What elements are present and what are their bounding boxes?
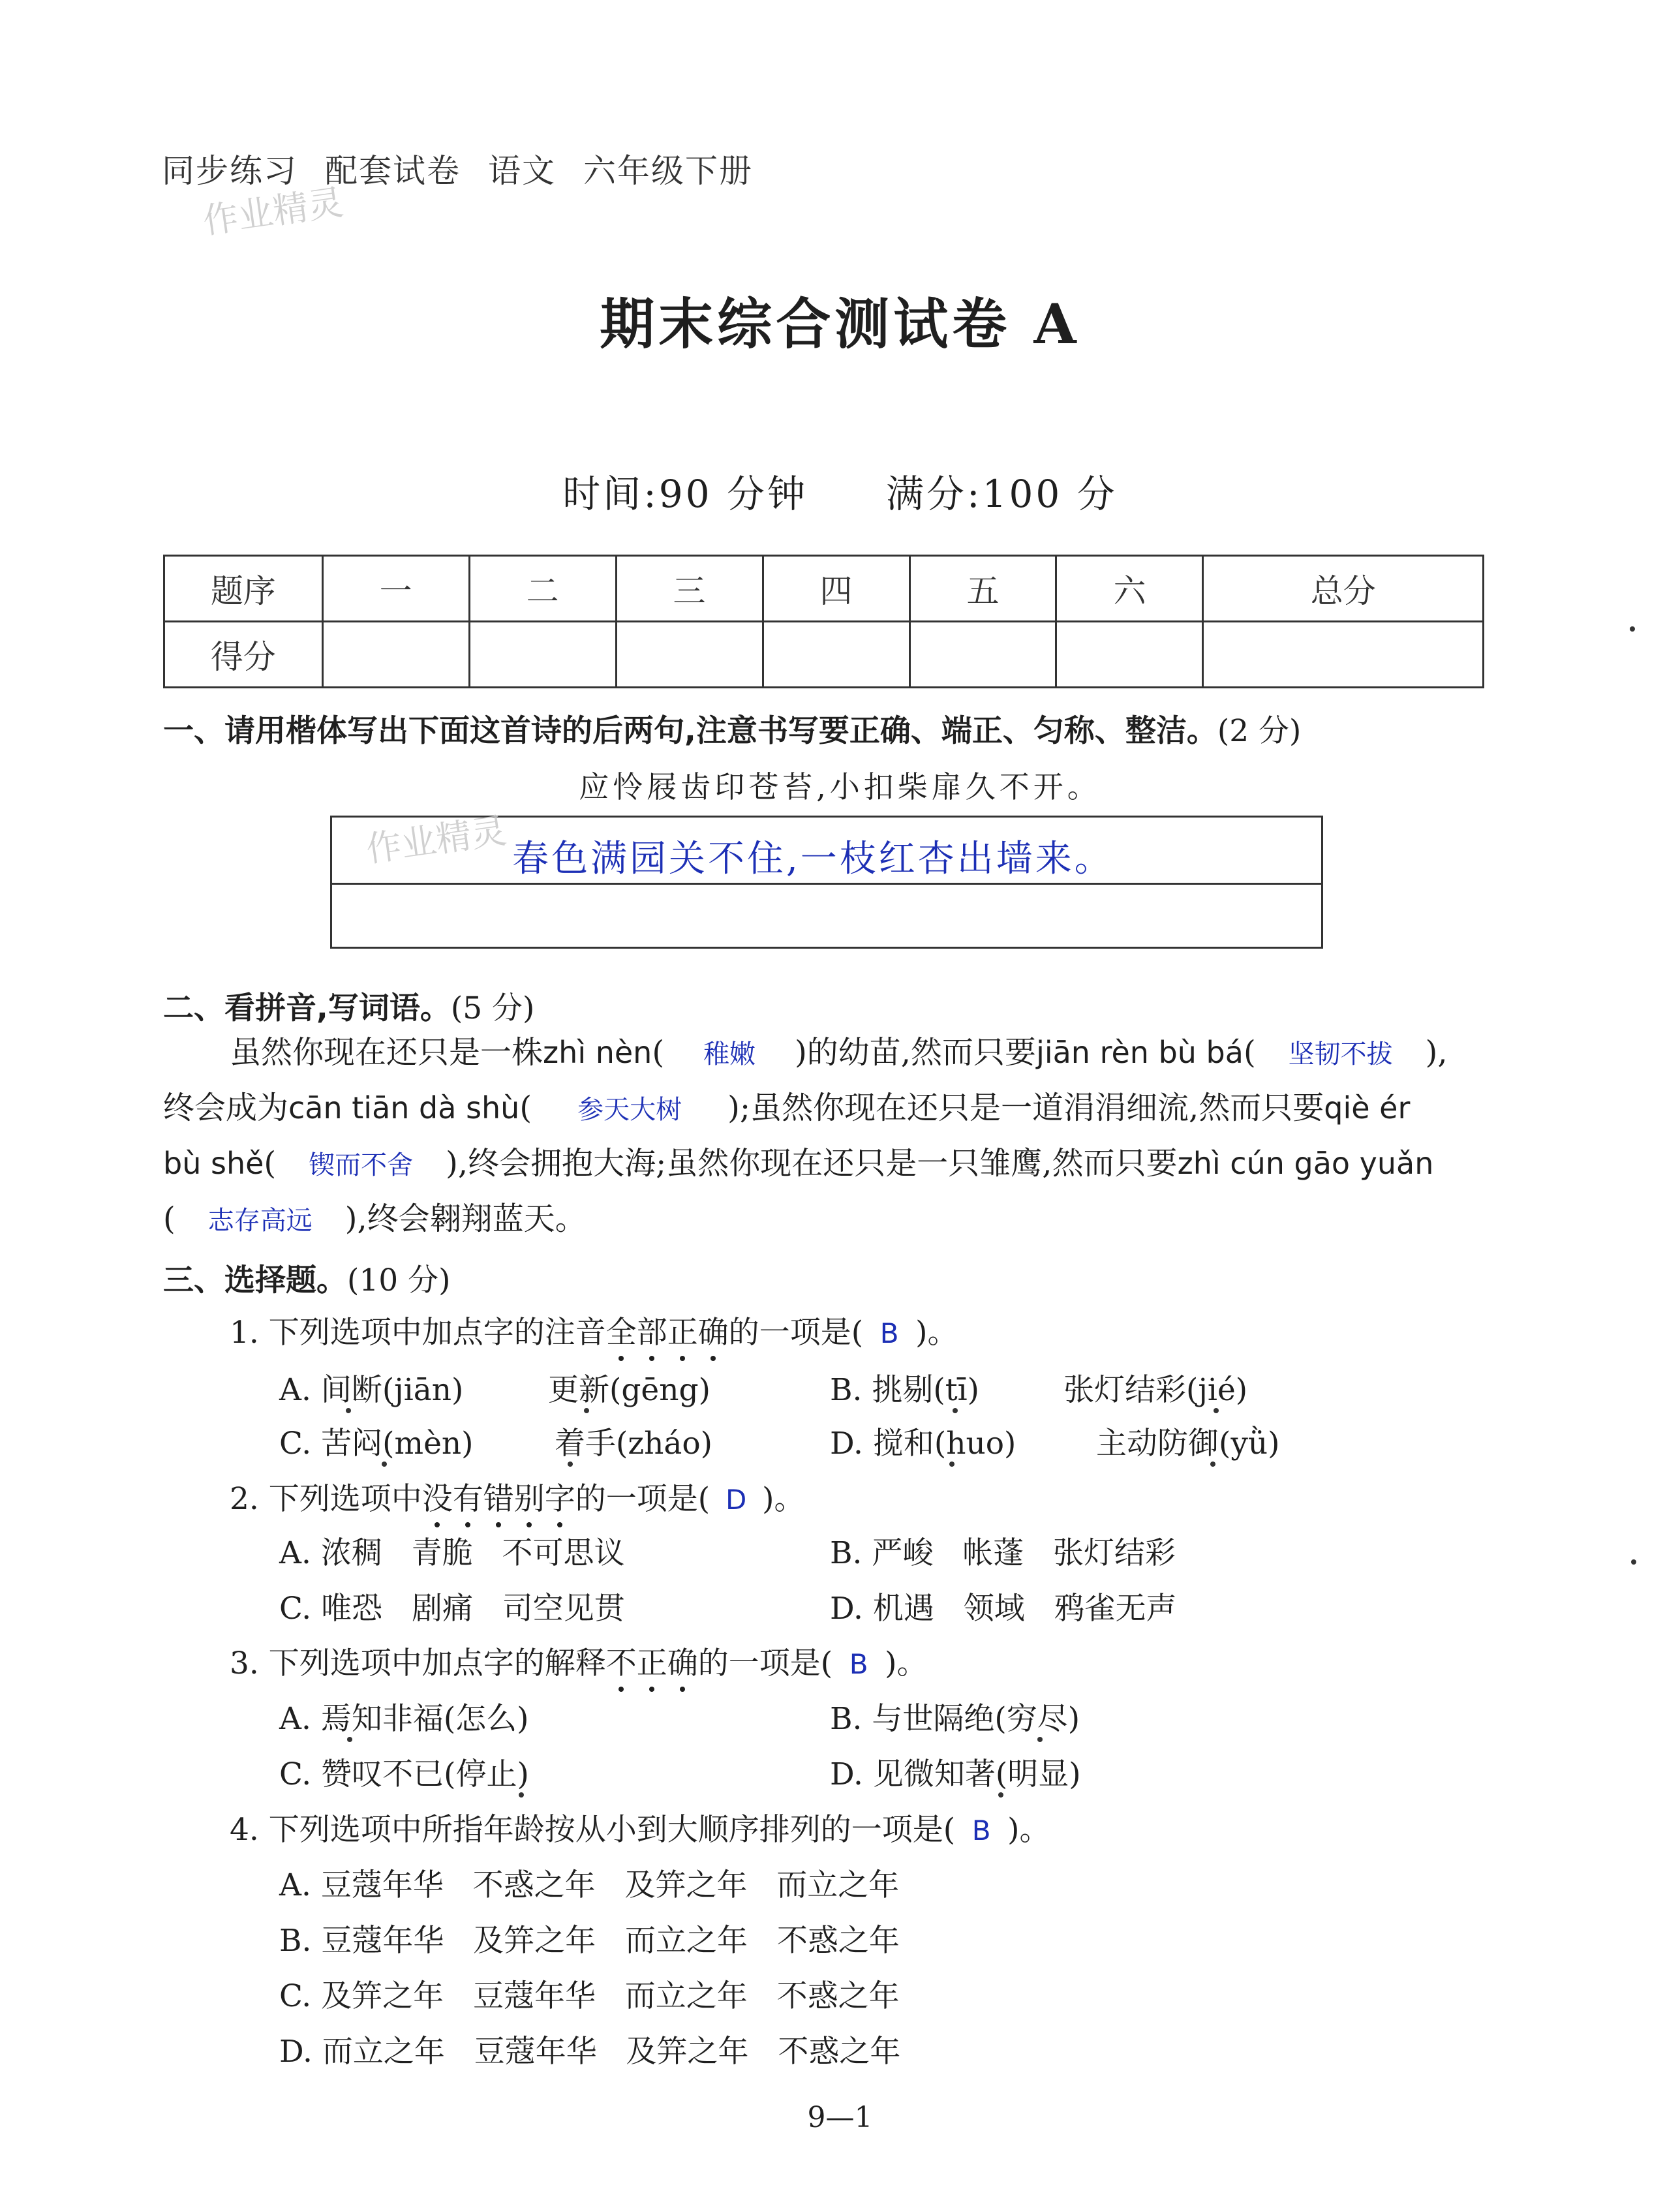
q-text: )。	[762, 1481, 805, 1517]
answer-blank: 参天大树	[577, 1095, 682, 1125]
q4-option-a: A. 豆蔻年华 不惑之年 及笄之年 而立之年	[279, 1867, 900, 1903]
q4-option-c: C. 及笄之年 豆蔻年华 而立之年 不惑之年	[279, 1978, 900, 2014]
exam-info	[0, 463, 1680, 518]
emphasis-char: 不	[605, 1646, 637, 1681]
answer-choice: B	[879, 1317, 899, 1349]
exam-title: 期末综合测试卷 A	[600, 292, 1080, 356]
score-cell	[1203, 622, 1484, 688]
q1-option-a: A. 间断(jiān)	[279, 1372, 464, 1408]
q1-option-b: B. 挑剔(tī)	[830, 1372, 980, 1408]
emphasis-char: 字	[544, 1481, 575, 1517]
question-2	[230, 1475, 804, 1518]
score-cell	[616, 622, 763, 688]
sec2-text: 虽然你现在还只是一株	[230, 1034, 543, 1071]
q-text: )。	[915, 1315, 958, 1351]
score-col-2: 二	[469, 556, 616, 622]
watermark: 作业精灵	[363, 810, 509, 870]
q-text: 的一项是(	[697, 1646, 833, 1681]
pinyin: zhì cún gāo yuǎn	[1177, 1146, 1434, 1181]
pinyin: zhì nèn	[543, 1035, 652, 1070]
sec2-line-2: 终会成为cān tiān dà shù( 参天大树 );虽然你现在还只是一道涓涓细流,然而只要qiè ér	[163, 1080, 1410, 1138]
q3-option-c: C. 赞叹不已(停止)	[279, 1756, 529, 1792]
emphasis-char: 有	[452, 1481, 483, 1517]
emphasis-char: 别	[513, 1481, 545, 1517]
q-text: )。	[885, 1646, 928, 1681]
q2-option-a: A. 浓稠 青脆 不可思议	[279, 1535, 625, 1571]
section-3-heading	[163, 1256, 450, 1300]
q2-option-b: B. 严峻 帐蓬 张灯结彩	[830, 1535, 1176, 1571]
answer-choice: D	[725, 1484, 747, 1516]
emphasis-dot	[584, 1408, 589, 1413]
score-cell	[469, 622, 616, 688]
sec2-text: ,终会拥抱大海;虽然你现在还只是一只雏鹰,然而只要	[457, 1145, 1178, 1182]
answer-blank: 稚嫩	[703, 1039, 756, 1069]
book-header	[162, 145, 780, 192]
score-table-score-row	[164, 622, 1484, 688]
q1-option-d: D. 搅和(huo)	[830, 1426, 1016, 1462]
page-number: 9—1	[807, 2101, 873, 2134]
emphasis-dot	[1214, 1408, 1219, 1413]
header-subject: 语文	[488, 152, 556, 190]
q-text: 4. 下列选项中所指年龄按从小到大顺序排列的一项是(	[230, 1812, 956, 1848]
exam-time: 时间:90 分钟	[562, 472, 808, 516]
emphasis-char: 没	[421, 1481, 453, 1517]
scan-speck	[1630, 626, 1635, 632]
score-col-1: 一	[322, 556, 469, 622]
answer-blank: 锲而不舍	[309, 1150, 414, 1180]
q1-option-a2: 更新(gēng)	[548, 1372, 710, 1408]
emphasis-char: 确	[667, 1646, 698, 1681]
answer-choice: B	[971, 1814, 991, 1846]
emphasis-char: 正	[636, 1646, 667, 1681]
sec2-line-4: ( 志存高远 ),终会翱翔蓝天。	[163, 1191, 587, 1249]
answer-blank: 志存高远	[207, 1206, 313, 1236]
question-4	[230, 1805, 1050, 1849]
q-text: 的一项是(	[728, 1315, 864, 1351]
scan-speck	[1631, 1559, 1636, 1565]
emphasis-char: 确	[697, 1315, 729, 1351]
exam-full-score: 满分:100 分	[886, 472, 1118, 516]
header-type: 配套试卷	[325, 152, 461, 190]
sec2-text: 的幼苗,然而只要	[806, 1034, 1037, 1071]
answer-blank: 坚韧不拔	[1288, 1039, 1393, 1069]
score-cell	[322, 622, 469, 688]
section-1-points: (2 分)	[1217, 713, 1302, 749]
section-2-title: 二、看拼音,写词语。	[163, 990, 451, 1026]
emphasis-dot	[346, 1408, 351, 1413]
score-row-label: 得分	[164, 622, 323, 688]
section-2-heading	[163, 984, 534, 1028]
emphasis-dot	[382, 1462, 387, 1467]
score-table	[163, 555, 1484, 688]
section-2-points: (5 分)	[450, 990, 535, 1026]
q-text: 的一项是(	[575, 1481, 710, 1517]
pinyin: jiān rèn bù bá	[1036, 1035, 1244, 1070]
score-cell	[909, 622, 1056, 688]
score-cell	[1056, 622, 1203, 688]
emphasis-dot	[568, 1462, 573, 1467]
q1-option-c: C. 苦闷(mèn)	[279, 1426, 474, 1462]
q-text: )。	[1007, 1812, 1050, 1848]
question-3	[230, 1639, 927, 1683]
sec2-text: ,终会翱翔蓝天。	[357, 1201, 587, 1237]
score-col-4: 四	[763, 556, 909, 622]
score-table-header-row	[164, 556, 1484, 622]
emphasis-char: 正	[667, 1315, 698, 1351]
emphasis-char: 部	[636, 1315, 667, 1351]
q2-option-c: C. 唯恐 剧痛 司空见贯	[279, 1591, 625, 1627]
q3-option-d: D. 见微知著(明显)	[830, 1756, 1081, 1792]
q-text: 1. 下列选项中加点字的注音	[230, 1315, 606, 1351]
q4-option-b: B. 豆蔻年华 及笄之年 而立之年 不惑之年	[279, 1923, 900, 1959]
score-cell	[763, 622, 909, 688]
emphasis-dot	[519, 1792, 524, 1798]
emphasis-dot	[1037, 1737, 1043, 1742]
q-text: 3. 下列选项中加点字的解释	[230, 1646, 606, 1681]
pinyin: qiè ér	[1324, 1090, 1411, 1125]
poem-answer: 春色满园关不住,一枝红杏出墙来。	[512, 838, 1114, 880]
score-col-label: 题序	[164, 556, 323, 622]
section-3-title: 三、选择题。	[163, 1263, 347, 1298]
answer-choice: B	[849, 1648, 868, 1680]
sec2-text: ;虽然你现在还只是一道涓涓细流,然而只要	[739, 1090, 1324, 1126]
emphasis-char: 全	[605, 1315, 637, 1351]
emphasis-dot	[953, 1408, 958, 1413]
section-1-heading	[163, 707, 1301, 750]
q4-option-d: D. 而立之年 豆蔻年华 及笄之年 不惑之年	[279, 2034, 901, 2070]
pinyin: bù shě	[163, 1146, 264, 1181]
emphasis-dot	[347, 1737, 352, 1742]
q-text: 2. 下列选项中	[230, 1481, 422, 1517]
pinyin: cān tiān dà shù	[288, 1090, 520, 1125]
score-col-total: 总分	[1203, 556, 1484, 622]
section-1-title: 一、请用楷体写出下面这首诗的后两句,注意书写要正确、端正、匀称、整洁。	[163, 713, 1217, 749]
emphasis-dot	[998, 1792, 1003, 1798]
emphasis-char: 错	[483, 1481, 514, 1517]
sec2-text: 终会成为	[163, 1090, 289, 1126]
question-1	[230, 1308, 958, 1352]
poem-line: 应怜屐齿印苍苔,小扣柴扉久不开。	[579, 769, 1101, 804]
q1-option-b2: 张灯结彩(jié)	[1063, 1372, 1248, 1408]
emphasis-dot	[949, 1462, 955, 1467]
score-col-3: 三	[616, 556, 763, 622]
section-3-points: (10 分)	[347, 1263, 451, 1298]
sec2-line-3: bù shě( 锲而不舍 ),终会拥抱大海;虽然你现在还只是一只雏鹰,然而只要zhì cún gāo yuǎn	[163, 1135, 1433, 1193]
q3-option-a: A. 焉知非福(怎么)	[279, 1701, 529, 1737]
header-grade: 六年级下册	[583, 152, 753, 190]
q3-option-b: B. 与世隔绝(穷尽)	[830, 1701, 1080, 1737]
writing-box-divider	[332, 883, 1321, 885]
q1-option-d2: 主动防御(yǜ)	[1096, 1426, 1280, 1462]
header-series: 同步练习	[162, 152, 298, 190]
emphasis-dot	[1210, 1462, 1215, 1467]
q1-option-c2: 着手(zháo)	[555, 1426, 713, 1462]
sec2-line-1: 虽然你现在还只是一株zhì nèn( 稚嫩 )的幼苗,然而只要jiān rèn bù bá( 坚韧不拔 ),	[230, 1024, 1448, 1082]
score-col-6: 六	[1056, 556, 1203, 622]
score-col-5: 五	[909, 556, 1056, 622]
q2-option-d: D. 机遇 领域 鸦雀无声	[830, 1591, 1177, 1627]
watermark: 作业精灵	[200, 181, 346, 242]
